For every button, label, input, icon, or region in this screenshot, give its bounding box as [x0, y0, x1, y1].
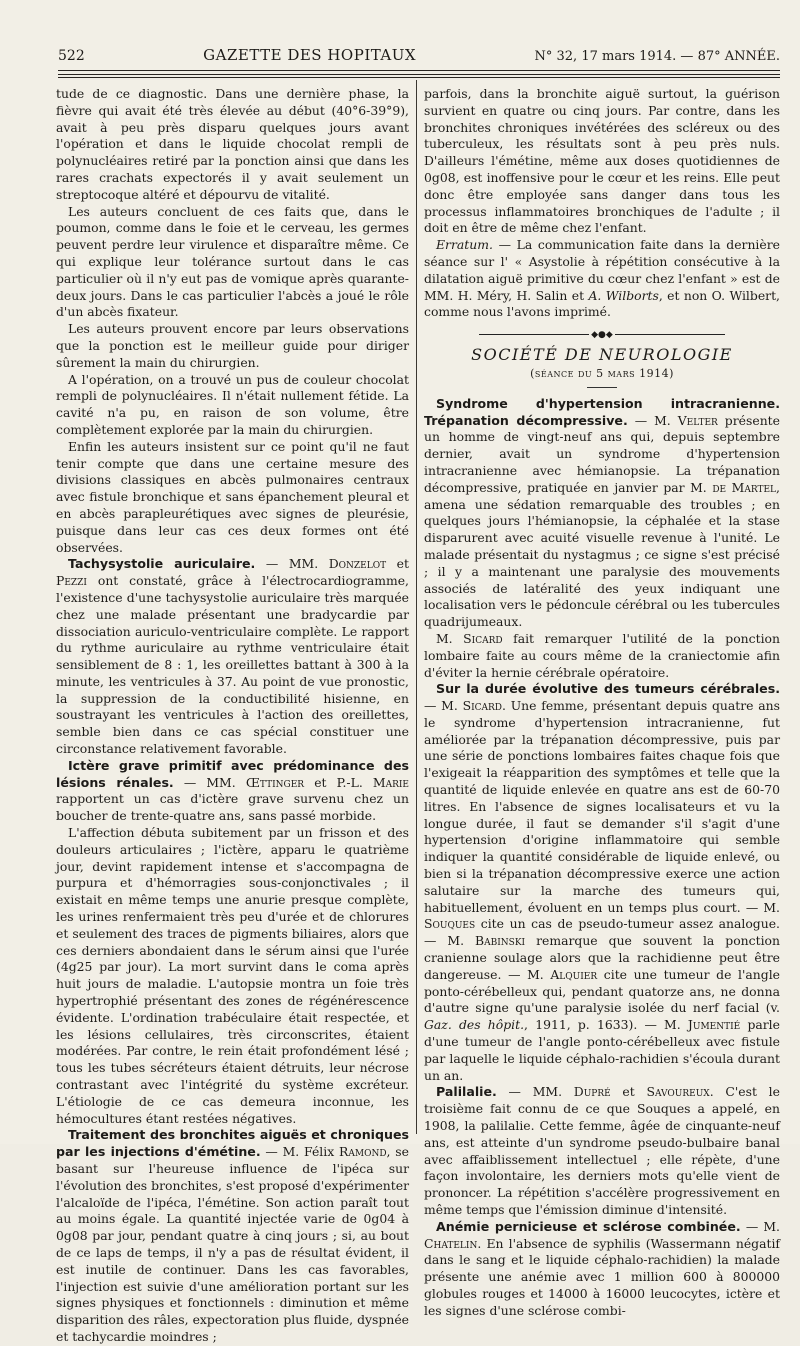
author-name: de Martel	[712, 479, 777, 495]
section-heading: Syndrome d'hypertension intracranienne. Trépanation décompressive.	[424, 395, 780, 428]
section-heading: Traitement des bronchites aiguës et chroniques par les injections d'émétine.	[56, 1127, 409, 1160]
section-bronchites: Traitement des bronchites aiguës et chroniques par les injections d'émétine. — M. Félix Ramond, se basant sur l'heureuse influence de l'ipéca sur l'évolution des bronchites, s'est proposé d'expérimenter l'alcaloïde de l'ipéca, l'émétine. Son action paraît tout au moins égale. La quantité injectée varie de 0g04 à 0g08 par jour, pendant quatre à cinq jours ; si, au bout de ce laps de temps, il n'y a pas de résultat évident, il est inutile de continuer. Dans les cas favorables, l'injection est suivie d'une amélioration portant sur les signes physiques et fonctionnels : diminution et même disparition des râles, expectoration plus fluide, dyspnée et tachycardie moindres ;	[56, 1127, 409, 1344]
paragraph: Les auteurs concluent de ces faits que, dans le poumon, comme dans le foie et le cerveau, les germes peuvent perdre leur virulence et disparaître même. Ce qui explique leur tolérance surtout dans le cas particulier où il n'y eut pas de vomique après quarante-deux jours. Dans le cas particulier l'abcès a joué le rôle d'un abcès fixateur.	[56, 203, 409, 320]
journal-title: GAZETTE DES HOPITAUX	[203, 46, 417, 64]
paragraph: parfois, dans la bronchite aiguë surtout, la guérison survient en quatre ou cinq jours. Par contre, dans les bronchites chroniques invétérées des scléreux ou des tuberculeux, les résultats sont à peu près nuls. D'ailleurs l'émétine, même aux doses quotidiennes de 0g08, est inoffensive pour le cœur et les reins. Elle peut donc être employée sans danger dans tous les processus inflammatoires bronchiques de l'adulte ; il doit en être de même chez l'enfant.	[424, 86, 780, 236]
author-name: Alquier	[550, 966, 598, 982]
left-column	[56, 86, 409, 1344]
author-name: Sicard	[462, 698, 502, 714]
paragraph: M. Sicard fait remarquer l'utilité de la ponction lombaire faite au cours même de la craniectomie afin d'éviter la hernie cérébrale opératoire.	[424, 630, 780, 680]
short-rule	[587, 387, 617, 388]
paragraph: L'affection débuta subitement par un frisson et des douleurs articulaires ; l'ictère, apparu le quatrième jour, devint rapidement intense et s'accompagna de purpura et d'hémorragies sous-conjonctivales ; il existait en même temps une anurie presque complète, les urines renfermaient très peu d'urée et de chlorures et seulement des traces de pigments biliaires, alors que ces derniers abondaient dans le sérum ainsi que l'urée (4g25 par jour). La mort survint dans le coma après huit jours de maladie. L'autopsie montra un foie très hypertrophié présentant des zones de régénérescence évidente. L'ordination trabéculaire était respectée, et les lésions cellulaires, très circonscrites, étaient modérées. Par contre, le rein était profondément lésé ; tous les tubes sécréteurs étaient détruits, leur nécrose contrastant avec l'intégrité du système excréteur. L'étiologie de ce cas demeura inconnue, les hémocultures étant restées négatives.	[56, 825, 409, 1126]
section-tumeurs: Sur la durée évolutive des tumeurs cérébrales. — M. Sicard. Une femme, présentant depuis quatre ans le syndrome d'hypertension intracranienne, fut améliorée par la trépanation décompressive, puis par une série de ponctions lombaires faites chaque fois que l'exigeait la réapparition des symptômes et telle que la quantité de liquide enlevée en quatre ans est de 60-70 litres. En l'absence de signes localisateurs et vu la longue durée, il faut se demander s'il s'agit d'une hypertension d'origine inflammatoire qui semble indiquer la quantité considérable de liquide enlevé, ou bien si la trépanation décompressive exerce une action salutaire sur la marche des tumeurs qui, habituellement, évoluent en un temps plus court. — M. Souques cite un cas de pseudo-tumeur assez analogue. — M. Babinski remarque que souvent la ponction cranienne soulage alors que la rachidienne peut être dangereuse. — M. Alquier cite une tumeur de l'angle ponto-cérébelleux qui, pendant quatorze ans, ne donna d'autre signe qu'une paralysie isolée du nerf facial (v. Gaz. des hôpit., 1911, p. 1633). — M. Jumentié parle d'une tumeur de l'angle ponto-cérébelleux avec fistule par laquelle le liquide céphalo-rachidien s'écoula durant un an.	[424, 681, 781, 1083]
author-name: A. Wilborts	[588, 287, 659, 303]
erratum-label: Erratum.	[436, 237, 493, 253]
section-ictere: Ictère grave primitif avec prédominance des lésions rénales. — MM. Œttinger et P.-L. Marie rapportent un cas d'ictère grave survenu chez un boucher de trente-quatre ans, sans passé morbide.	[56, 757, 409, 824]
issue-info: N° 32, 17 mars 1914. — 87° ANNÉE.	[534, 49, 780, 64]
section-heading: Tachysystolie auriculaire.	[68, 556, 256, 572]
author-name: Babinski	[475, 933, 526, 949]
author-name: Souques	[424, 916, 476, 932]
author-name: Donzelot	[328, 556, 387, 572]
author-name: Jumentié	[687, 1017, 741, 1033]
section-heading: Ictère grave primitif avec prédominance des lésions rénales.	[56, 757, 409, 790]
right-column	[424, 86, 781, 1318]
paragraph: Les auteurs prouvent encore par leurs observations que la ponction est le meilleur guide pour diriger sûrement la main du chirurgien.	[56, 321, 409, 370]
author-name: Marie	[372, 774, 409, 790]
section-palilalie: Palilalie. — MM. Dupré et Savoureux. C'est le troisième fait connu de ce que Souques a appelé, en 1908, la palilalie. Cette femme, âgée de cinquante-neuf ans, est atteinte d'un syndrome pseudo-bulbaire banal avec affaiblissement intellectuel ; elle répète, d'une façon involontaire, les derniers mots qu'elle vient de prononcer. La répétition s'accélère progressivement en même temps que l'émission diminue d'intensité.	[424, 1084, 780, 1217]
section-heading: Anémie pernicieuse et sclérose combinée.	[436, 1218, 741, 1234]
author-name: Velter	[677, 412, 718, 428]
ornament-rule: ◆●◆	[424, 331, 780, 339]
paragraph: tude de ce diagnostic. Dans une dernière phase, la fièvre qui avait été très élevée au début (40°6-39°9), avait à peu près disparu quelques jours avant l'opération et dans le liquide chocolat rempli de polynucléaires retiré par la ponction ainsi que dans les rares crachats expectorés il y avait seulement un streptocoque altéré et dépourvu de vitalité.	[56, 86, 409, 202]
author-name: Œttinger	[245, 774, 305, 790]
paragraph: A l'opération, on a trouvé un pus de couleur chocolat rempli de polynucléaires. Il n'était nullement fétide. La cavité n'a pu, en raison de son volume, être complètement explorée par la main du chirurgien.	[56, 371, 409, 437]
author-name: Ramond	[339, 1144, 387, 1160]
page-number: 522	[58, 48, 85, 64]
page-header	[58, 46, 780, 71]
section-hypertension: Syndrome d'hypertension intracranienne. Trépanation décompressive. — M. Velter présente un homme de vingt-neuf ans qui, depuis septembre dernier, avait un syndrome d'hypertension intracranienne avec hémianopsie. La trépanation décompressive, pratiquée en janvier par M. de Martel, amena une sédation remarquable des troubles ; en quelques jours l'hémianopsie, la céphalée et la stase disparurent avec acuité visuelle revenue à l'unité. Le malade présentait du nystagmus ; ce signe s'est précisé ; il y a maintenant une paralysie des mouvements associés de latéralité des yeux indiquant une localisation vers le pédoncule cérébral ou les tubercules quadrijumeaux.	[424, 395, 780, 630]
author-name: Pezzi	[56, 573, 87, 589]
column-divider	[416, 80, 417, 1134]
author-name: Chatelin	[424, 1235, 478, 1251]
citation: Gaz. des hôpit.	[424, 1017, 525, 1033]
author-name: Dupré	[573, 1084, 611, 1100]
author-name: Sicard	[463, 630, 503, 646]
paragraph: Enfin les auteurs insistent sur ce point qu'il ne faut tenir compte que dans une certaine mesure des divisions classiques en abcès pulmonaires centraux avec fistule bronchique et sans épanchement pleural et en abcès parapleurétiques avec signes de pleurésie, puisque dans leur cas ces deux formes ont été observées.	[56, 438, 409, 555]
section-heading: Palilalie.	[436, 1084, 497, 1100]
header-rule	[58, 74, 780, 78]
section-heading: Sur la durée évolutive des tumeurs cérébrales.	[436, 681, 780, 697]
section-tachysystolie: Tachysystolie auriculaire. — MM. Donzelot et Pezzi ont constaté, grâce à l'électrocardiogramme, l'existence d'une tachysystolie auriculaire très marquée chez une malade présentant une bradycardie par dissociation auriculo-ventriculaire complète. Le rapport du rythme auriculaire au rythme ventriculaire était sensiblement de 8 : 1, les oreillettes battant à 300 à la minute, les ventricules à 37. Au point de vue pronostic, la suppression de la conductibilité hisienne, en soustrayant les ventricules à l'action des oreillettes, semble bien dans ce cas spécial constituer une circonstance relativement favorable.	[56, 556, 409, 757]
society-title: SOCIÉTÉ DE NEUROLOGIE	[471, 345, 733, 365]
author-name: Savoureux	[646, 1084, 710, 1100]
session-date: (séance du 5 mars 1914)	[530, 366, 674, 380]
section-anemie: Anémie pernicieuse et sclérose combinée. — M. Chatelin. En l'absence de syphilis (Wassermann négatif dans le sang et le liquide céphalo-rachidien) la malade présente une anémie avec 1 million 600 à 800000 globules rouges et 14000 à 16000 leucocytes, ictère et les signes d'une sclérose combi-	[424, 1218, 780, 1318]
erratum: Erratum. — La communication faite dans la dernière séance sur l' « Asystolie à répétition consécutive à la dilatation aiguë primitive du cœur chez l'enfant » est de MM. H. Méry, H. Salin et A. Wilborts, et non O. Wilbert, comme nous l'avons imprimé.	[424, 237, 780, 320]
